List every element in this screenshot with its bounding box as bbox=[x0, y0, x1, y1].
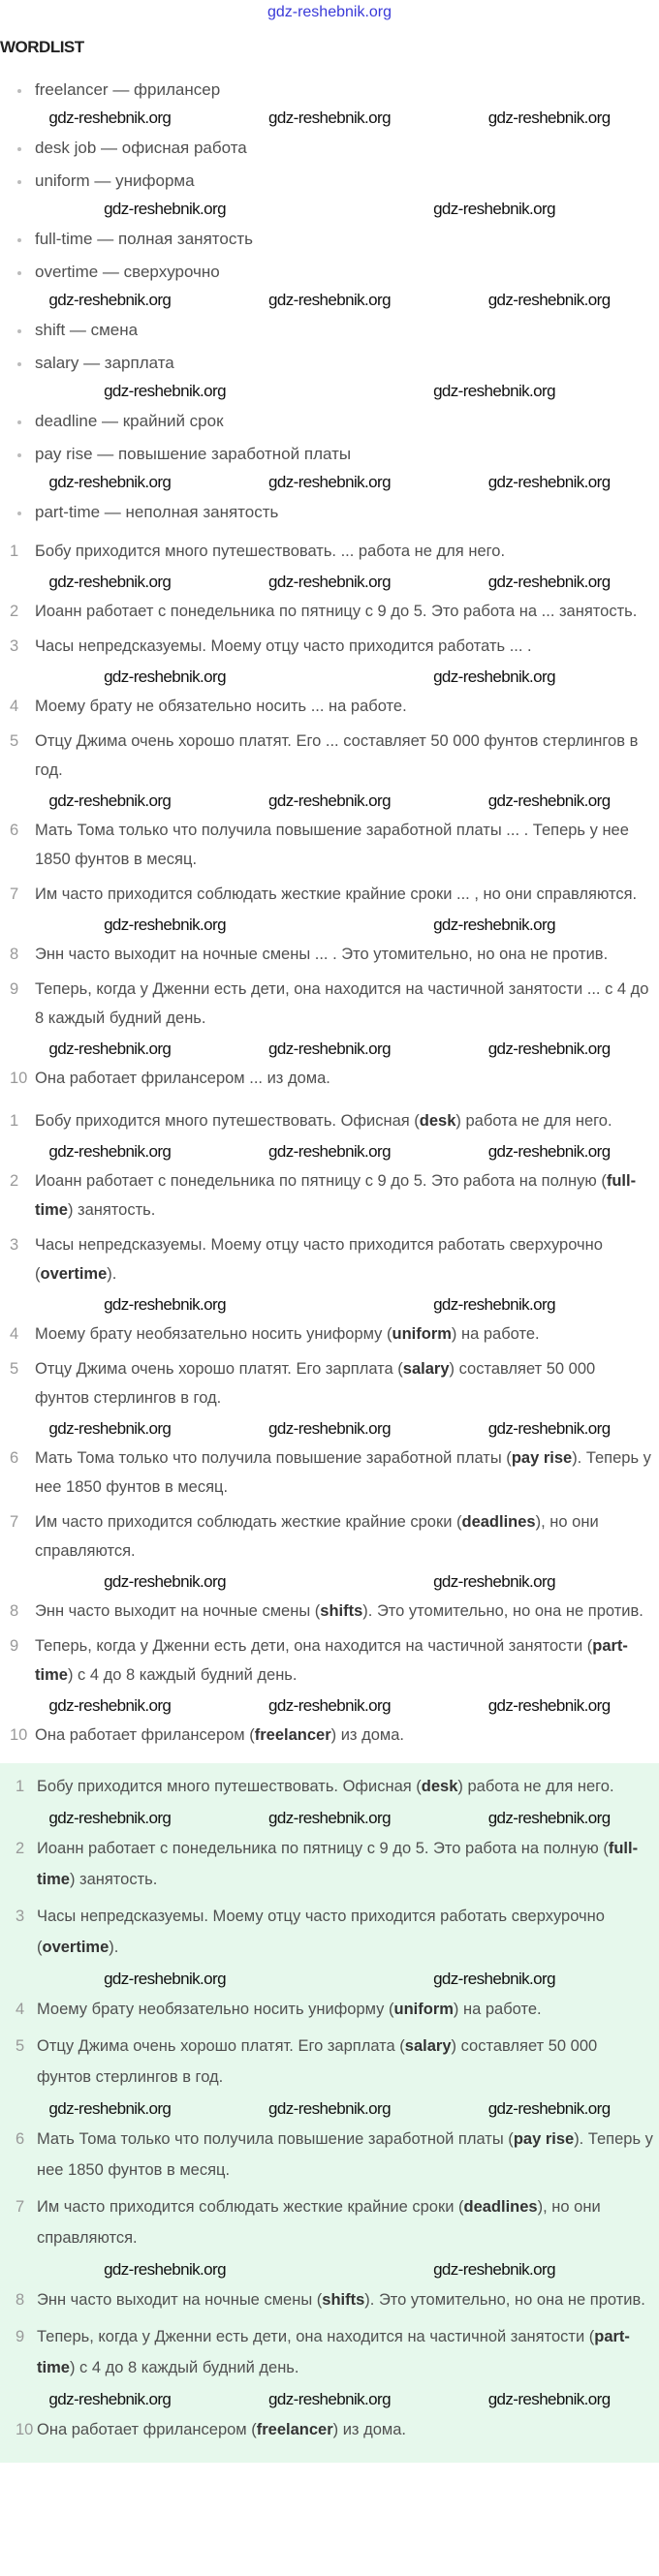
wordlist-item: full-time — полная занятость bbox=[0, 223, 659, 256]
wordlist-item: uniform — униформа bbox=[0, 165, 659, 198]
answer-item bbox=[0, 1166, 659, 1225]
answer-word: part-time bbox=[35, 1637, 628, 1684]
answer-word: full-time bbox=[37, 1840, 639, 1888]
answer-before: Она работает фрилансером ( bbox=[37, 2421, 257, 2438]
answer-item bbox=[0, 1507, 659, 1566]
answer-item bbox=[0, 1443, 659, 1502]
item-text: Часы непредсказуемы. Моему отцу часто приходится работать ... . bbox=[35, 637, 532, 655]
answer-item bbox=[0, 1721, 659, 1750]
watermark-row bbox=[0, 1808, 659, 1829]
answer-item bbox=[0, 2284, 659, 2315]
answer-before: Она работает фрилансером ( bbox=[35, 1726, 255, 1744]
answer-item bbox=[0, 1901, 659, 1963]
answer-word: desk bbox=[421, 1778, 458, 1795]
answer-word: deadlines bbox=[463, 2198, 538, 2216]
answer-before: Часы непредсказуемы. Моему отцу часто приходится работать сверхурочно ( bbox=[35, 1236, 603, 1283]
exercise-item bbox=[0, 692, 659, 721]
answer-item bbox=[0, 2124, 659, 2186]
watermark-row bbox=[0, 915, 659, 936]
exercise-item bbox=[0, 727, 659, 785]
answer-text bbox=[37, 1771, 659, 1802]
watermark-text: gdz-reshebnik.org bbox=[487, 1419, 611, 1438]
answer-after: ). Это утомительно, но она не против. bbox=[364, 2291, 645, 2309]
answer-word: part-time bbox=[37, 2328, 630, 2376]
item-number: 7 bbox=[16, 2198, 25, 2216]
answer-word: full-time bbox=[35, 1172, 637, 1219]
answer-text bbox=[37, 2191, 659, 2253]
watermark-row bbox=[0, 2259, 659, 2281]
watermark-text: gdz-reshebnik.org bbox=[433, 667, 555, 686]
wordlist-item: freelancer — фрилансер bbox=[0, 74, 659, 107]
watermark-text: gdz-reshebnik.org bbox=[48, 573, 172, 591]
item-number: 4 bbox=[10, 1325, 19, 1343]
answer-text bbox=[35, 1597, 659, 1626]
answer-text bbox=[35, 1507, 659, 1566]
answer-after: ) с 4 до 8 каждый будний день. bbox=[67, 1666, 298, 1684]
answer-before: Часы непредсказуемы. Моему отцу часто приходится работать сверхурочно ( bbox=[37, 1908, 605, 1956]
wordlist-item: salary — зарплата bbox=[0, 347, 659, 380]
watermark-text: gdz-reshebnik.org bbox=[433, 916, 555, 934]
answer-after: ). bbox=[107, 1265, 117, 1283]
watermark-row bbox=[0, 198, 659, 219]
item-number: 1 bbox=[10, 1112, 19, 1130]
answer-before: Мать Тома только что получила повышение заработной платы ( bbox=[37, 2130, 514, 2148]
answer-after: ) работа не для него. bbox=[455, 1112, 612, 1130]
watermark-text: gdz-reshebnik.org bbox=[104, 200, 226, 218]
watermark-text: gdz-reshebnik.org bbox=[433, 200, 555, 218]
item-number: 5 bbox=[10, 1360, 19, 1378]
item-text: Им часто приходится соблюдать жесткие крайние сроки ... , но они справляются. bbox=[35, 885, 638, 903]
item-number: 10 bbox=[16, 2421, 34, 2438]
answer-before: Бобу приходится много путешествовать. Офисная ( bbox=[37, 1778, 422, 1795]
answer-text bbox=[37, 1901, 659, 1963]
answer-before: Теперь, когда у Дженни есть дети, она находится на частичной занятости ( bbox=[37, 2328, 595, 2345]
answer-after: ) на работе. bbox=[453, 2001, 542, 2018]
answer-after: ) занятость. bbox=[67, 1201, 156, 1219]
watermark-text: gdz-reshebnik.org bbox=[268, 791, 391, 810]
watermark-text: gdz-reshebnik.org bbox=[268, 1142, 391, 1161]
answer-word: deadlines bbox=[461, 1513, 536, 1531]
exercise-item bbox=[0, 597, 659, 626]
answer-after: ) работа не для него. bbox=[457, 1778, 614, 1795]
wordlist bbox=[0, 74, 659, 529]
answer-after: ) на работе. bbox=[451, 1325, 540, 1343]
item-number: 4 bbox=[16, 2001, 25, 2018]
answer-before: Моему брату необязательно носить униформу ( bbox=[35, 1325, 392, 1343]
answer-word: salary bbox=[404, 2037, 452, 2055]
answer-after: ) составляет 50 000 фунтов стерлингов в год. bbox=[35, 1360, 596, 1407]
answer-item bbox=[0, 2321, 659, 2383]
watermark-row bbox=[0, 380, 659, 401]
answer-text bbox=[37, 2031, 659, 2093]
exercise-item bbox=[0, 975, 659, 1033]
watermark-text: gdz-reshebnik.org bbox=[487, 1142, 611, 1161]
answer-text bbox=[37, 2124, 659, 2186]
watermark-text: gdz-reshebnik.org bbox=[104, 916, 226, 934]
answer-after: ), но они справляются. bbox=[35, 1513, 599, 1560]
watermark-row bbox=[0, 1294, 659, 1316]
watermark-text: gdz-reshebnik.org bbox=[433, 2260, 555, 2279]
watermark-text: gdz-reshebnik.org bbox=[48, 2390, 172, 2408]
item-number: 4 bbox=[10, 698, 19, 715]
item-number: 9 bbox=[16, 2328, 25, 2345]
item-number: 7 bbox=[10, 885, 19, 903]
watermark-text: gdz-reshebnik.org bbox=[48, 109, 172, 127]
watermark-row bbox=[0, 1141, 659, 1163]
wordlist-item: part-time — неполная занятость bbox=[0, 496, 659, 529]
watermark-text: gdz-reshebnik.org bbox=[104, 382, 226, 400]
watermark-row bbox=[0, 2389, 659, 2410]
watermark-text: gdz-reshebnik.org bbox=[433, 382, 555, 400]
item-number: 1 bbox=[16, 1778, 25, 1795]
answer-after: ). Теперь у нее 1850 фунтов в месяц. bbox=[35, 1449, 651, 1496]
item-number: 10 bbox=[10, 1070, 28, 1087]
wordlist-item: shift — смена bbox=[0, 314, 659, 347]
answer-item bbox=[0, 2031, 659, 2093]
item-number: 3 bbox=[10, 1236, 19, 1254]
answer-item bbox=[0, 2191, 659, 2253]
exercise-item bbox=[0, 1064, 659, 1093]
watermark-row bbox=[0, 1039, 659, 1060]
watermark-text: gdz-reshebnik.org bbox=[487, 1040, 611, 1058]
answer-after: ), но они справляются. bbox=[37, 2198, 601, 2247]
answer-text bbox=[35, 1443, 659, 1502]
wordlist-item: overtime — сверхурочно bbox=[0, 256, 659, 289]
answer-before: Моему брату необязательно носить униформу ( bbox=[37, 2001, 394, 2018]
item-text: Бобу приходится много путешествовать. ... работа не для него. bbox=[35, 543, 506, 560]
exercise-item bbox=[0, 537, 659, 566]
item-text: Она работает фрилансером ... из дома. bbox=[35, 1070, 330, 1087]
item-number: 9 bbox=[10, 1637, 19, 1655]
watermark-text: gdz-reshebnik.org bbox=[48, 1142, 172, 1161]
watermark-text: gdz-reshebnik.org bbox=[487, 2099, 611, 2118]
answer-word: uniform bbox=[392, 1325, 452, 1343]
watermark-text: gdz-reshebnik.org bbox=[487, 1809, 611, 1827]
watermark-text: gdz-reshebnik.org bbox=[487, 291, 611, 309]
answer-after: ) занятость. bbox=[69, 1871, 158, 1888]
watermark-text: gdz-reshebnik.org bbox=[104, 1572, 226, 1591]
item-number: 1 bbox=[10, 543, 19, 560]
wordlist-item: deadline — крайний срок bbox=[0, 405, 659, 438]
answer-before: Энн часто выходит на ночные смены ( bbox=[37, 2291, 323, 2309]
site-watermark-top[interactable]: gdz-reshebnik.org bbox=[267, 4, 392, 20]
answer-text bbox=[35, 1721, 659, 1750]
answer-word: salary bbox=[402, 1360, 450, 1378]
answer-item bbox=[0, 1319, 659, 1349]
answer-word: overtime bbox=[42, 1939, 110, 1956]
item-number: 2 bbox=[10, 603, 19, 620]
answer-text bbox=[37, 2414, 659, 2445]
watermark-text: gdz-reshebnik.org bbox=[487, 109, 611, 127]
answer-text bbox=[35, 1106, 659, 1135]
watermark-text: gdz-reshebnik.org bbox=[48, 1419, 172, 1438]
answer-word: freelancer bbox=[256, 2421, 333, 2438]
item-number: 3 bbox=[16, 1908, 25, 1925]
answer-after: ). bbox=[109, 1939, 119, 1956]
answer-word: uniform bbox=[393, 2001, 454, 2018]
answer-word: shifts bbox=[320, 1602, 363, 1620]
answer-text bbox=[37, 1833, 659, 1895]
item-text: Моему брату не обязательно носить ... на работе. bbox=[35, 698, 407, 715]
answer-item bbox=[0, 2414, 659, 2445]
answer-item bbox=[0, 1106, 659, 1135]
exercise-list bbox=[0, 529, 659, 1093]
item-number: 2 bbox=[16, 1840, 25, 1857]
watermark-text: gdz-reshebnik.org bbox=[487, 791, 611, 810]
watermark-text: gdz-reshebnik.org bbox=[104, 1970, 226, 1988]
watermark-row bbox=[0, 1418, 659, 1440]
watermark-text: gdz-reshebnik.org bbox=[48, 291, 172, 309]
watermark-text: gdz-reshebnik.org bbox=[433, 1295, 555, 1314]
answer-text bbox=[35, 1354, 659, 1412]
watermark-text: gdz-reshebnik.org bbox=[48, 1696, 172, 1715]
item-text: Отцу Джима очень хорошо платят. Его ... составляет 50 000 фунтов стерлингов в год. bbox=[35, 732, 639, 779]
answer-after: ). Теперь у нее 1850 фунтов в месяц. bbox=[37, 2130, 653, 2179]
answer-before: Им часто приходится соблюдать жесткие крайние сроки ( bbox=[37, 2198, 464, 2216]
answer-before: Теперь, когда у Дженни есть дети, она находится на частичной занятости ( bbox=[35, 1637, 593, 1655]
item-text: Теперь, когда у Дженни есть дети, она находится на частичной занятости ... с 4 до 8 каждый будний день. bbox=[35, 980, 649, 1027]
answer-word: overtime bbox=[40, 1265, 108, 1283]
watermark-text: gdz-reshebnik.org bbox=[487, 573, 611, 591]
answer-text bbox=[35, 1230, 659, 1288]
item-number: 10 bbox=[10, 1726, 28, 1744]
watermark-text: gdz-reshebnik.org bbox=[268, 1040, 391, 1058]
watermark-row bbox=[0, 667, 659, 688]
item-number: 2 bbox=[10, 1172, 19, 1190]
answer-item bbox=[0, 1354, 659, 1412]
wordlist-heading: WORDLIST bbox=[0, 38, 84, 56]
answer-after: ) с 4 до 8 каждый будний день. bbox=[69, 2359, 299, 2376]
exercise-item bbox=[0, 632, 659, 661]
answer-word: pay rise bbox=[511, 1449, 573, 1467]
watermark-text: gdz-reshebnik.org bbox=[268, 109, 391, 127]
item-number: 5 bbox=[16, 2037, 25, 2055]
watermark-text: gdz-reshebnik.org bbox=[48, 791, 172, 810]
answer-before: Энн часто выходит на ночные смены ( bbox=[35, 1602, 321, 1620]
answer-before: Иоанн работает с понедельника по пятницу с 9 до 5. Это работа на полную ( bbox=[37, 1840, 609, 1857]
watermark-row bbox=[0, 572, 659, 593]
answer-list-highlighted bbox=[0, 1763, 659, 2463]
item-text: Энн часто выходит на ночные смены ... . Это утомительно, но она не против. bbox=[35, 946, 609, 963]
answer-after: ) составляет 50 000 фунтов стерлингов в год. bbox=[37, 2037, 598, 2086]
watermark-text: gdz-reshebnik.org bbox=[48, 1040, 172, 1058]
answer-after: ) из дома. bbox=[330, 1726, 404, 1744]
answer-after: ) из дома. bbox=[332, 2421, 406, 2438]
item-number: 8 bbox=[16, 2291, 25, 2309]
answer-word: freelancer bbox=[254, 1726, 331, 1744]
watermark-text: gdz-reshebnik.org bbox=[268, 2390, 391, 2408]
watermark-row bbox=[0, 2098, 659, 2120]
watermark-row bbox=[0, 471, 659, 492]
watermark-row bbox=[0, 1969, 659, 1990]
answer-item bbox=[0, 1994, 659, 2025]
answer-word: pay rise bbox=[513, 2130, 575, 2148]
watermark-row bbox=[0, 107, 659, 128]
answer-before: Отцу Джима очень хорошо платят. Его зарплата ( bbox=[35, 1360, 403, 1378]
item-number: 9 bbox=[10, 980, 19, 998]
answer-item bbox=[0, 1597, 659, 1626]
item-number: 3 bbox=[10, 637, 19, 655]
watermark-row bbox=[0, 791, 659, 812]
answer-word: shifts bbox=[322, 2291, 365, 2309]
item-number: 7 bbox=[10, 1513, 19, 1531]
watermark-text: gdz-reshebnik.org bbox=[268, 573, 391, 591]
exercise-item bbox=[0, 940, 659, 969]
watermark-text: gdz-reshebnik.org bbox=[48, 2099, 172, 2118]
answer-list bbox=[0, 1099, 659, 1763]
answer-text bbox=[37, 1994, 659, 2025]
answer-text bbox=[35, 1319, 659, 1349]
item-number: 8 bbox=[10, 946, 19, 963]
answer-item bbox=[0, 1771, 659, 1802]
watermark-text: gdz-reshebnik.org bbox=[268, 291, 391, 309]
watermark-text: gdz-reshebnik.org bbox=[104, 2260, 226, 2279]
watermark-text: gdz-reshebnik.org bbox=[104, 667, 226, 686]
answer-before: Мать Тома только что получила повышение заработной платы ( bbox=[35, 1449, 512, 1467]
wordlist-item: pay rise — повышение заработной платы bbox=[0, 438, 659, 471]
watermark-text: gdz-reshebnik.org bbox=[487, 473, 611, 491]
answer-text bbox=[35, 1166, 659, 1225]
watermark-text: gdz-reshebnik.org bbox=[433, 1970, 555, 1988]
item-text: Мать Тома только что получила повышение заработной платы ... . Теперь у нее 1850 фунтов в месяц. bbox=[35, 822, 629, 868]
exercise-item bbox=[0, 816, 659, 874]
watermark-text: gdz-reshebnik.org bbox=[48, 473, 172, 491]
watermark-text: gdz-reshebnik.org bbox=[268, 1809, 391, 1827]
answer-before: Иоанн работает с понедельника по пятницу с 9 до 5. Это работа на полную ( bbox=[35, 1172, 607, 1190]
answer-before: Отцу Джима очень хорошо платят. Его зарплата ( bbox=[37, 2037, 405, 2055]
answer-item bbox=[0, 1631, 659, 1690]
item-number: 5 bbox=[10, 732, 19, 750]
watermark-text: gdz-reshebnik.org bbox=[268, 1696, 391, 1715]
watermark-text: gdz-reshebnik.org bbox=[268, 2099, 391, 2118]
watermark-text: gdz-reshebnik.org bbox=[433, 1572, 555, 1591]
watermark-row bbox=[0, 1571, 659, 1593]
answer-before: Бобу приходится много путешествовать. Офисная ( bbox=[35, 1112, 420, 1130]
wordlist-item: desk job — офисная работа bbox=[0, 132, 659, 165]
answer-text bbox=[37, 2321, 659, 2383]
watermark-row bbox=[0, 1695, 659, 1717]
item-number: 6 bbox=[16, 2130, 25, 2148]
item-number: 6 bbox=[10, 1449, 19, 1467]
answer-item bbox=[0, 1833, 659, 1895]
item-number: 8 bbox=[10, 1602, 19, 1620]
exercise-item bbox=[0, 880, 659, 909]
watermark-text: gdz-reshebnik.org bbox=[268, 473, 391, 491]
item-number: 6 bbox=[10, 822, 19, 839]
watermark-text: gdz-reshebnik.org bbox=[487, 1696, 611, 1715]
item-text: Иоанн работает с понедельника по пятницу с 9 до 5. Это работа на ... занятость. bbox=[35, 603, 638, 620]
watermark-text: gdz-reshebnik.org bbox=[104, 1295, 226, 1314]
watermark-text: gdz-reshebnik.org bbox=[268, 1419, 391, 1438]
watermark-text: gdz-reshebnik.org bbox=[48, 1809, 172, 1827]
watermark-row bbox=[0, 289, 659, 310]
answer-text bbox=[37, 2284, 659, 2315]
answer-word: desk bbox=[419, 1112, 456, 1130]
answer-item bbox=[0, 1230, 659, 1288]
answer-text bbox=[35, 1631, 659, 1690]
answer-before: Им часто приходится соблюдать жесткие крайние сроки ( bbox=[35, 1513, 462, 1531]
answer-after: ). Это утомительно, но она не против. bbox=[362, 1602, 643, 1620]
watermark-text: gdz-reshebnik.org bbox=[487, 2390, 611, 2408]
